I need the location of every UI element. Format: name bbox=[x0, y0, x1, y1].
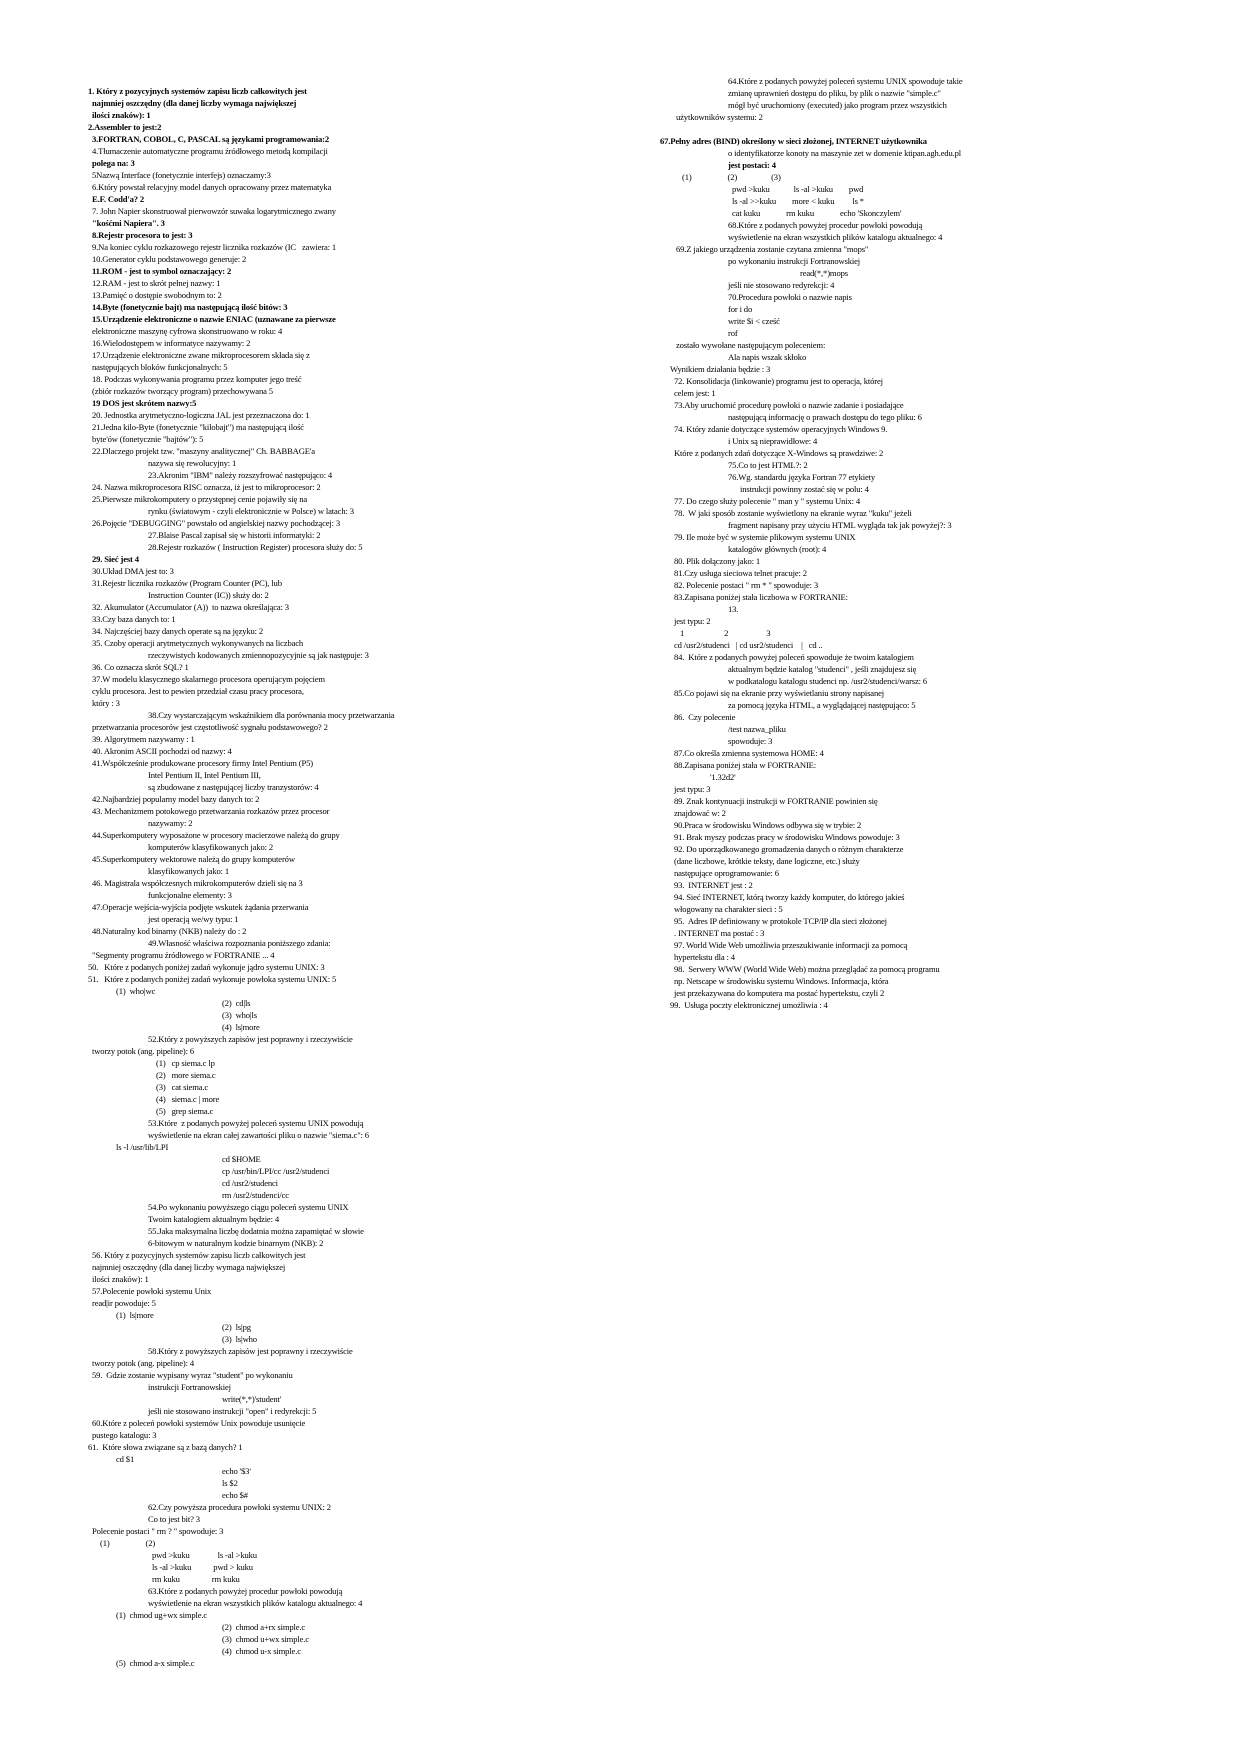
text-line: jest typu: 3 bbox=[674, 784, 711, 794]
text-line: 6-bitowym w naturalnym kodzie binarnym (NKB): 2 bbox=[148, 1238, 324, 1248]
text-line: byte'ów (fonetycznie "bajtów"): 5 bbox=[92, 434, 204, 444]
text-line: fragment napisany przy użyciu HTML wygląda tak jak powyżej?: 3 bbox=[728, 520, 952, 530]
text-line: echo $# bbox=[222, 1490, 248, 1500]
text-line: 99. Usługa poczty elektronicznej umożliwia : 4 bbox=[670, 1000, 828, 1010]
text-line: 11.ROM - jest to symbol oznaczający: 2 bbox=[92, 266, 232, 276]
text-line: 47.Operacje wejścia-wyjścia podjęte wskutek żądania przerwania bbox=[92, 902, 309, 912]
text-line: (1) who|wc bbox=[116, 986, 156, 996]
text-line: Twoim katalogiem aktualnym będzie: 4 bbox=[148, 1214, 279, 1224]
text-line: 55.Jaka maksymalna liczbę dodatnia można zapamiętać w słowie bbox=[148, 1226, 364, 1236]
text-line: przetwarzania procesorów jest częstotliwość sygnału podstawowego? 2 bbox=[92, 722, 328, 732]
text-line: write $i < cześć bbox=[728, 316, 780, 326]
text-line: 46. Magistrala współczesnych mikrokomputerów dzieli się na 3 bbox=[92, 878, 303, 888]
text-line: Instruction Counter (IC)) służy do: 2 bbox=[148, 590, 269, 600]
text-line: /test nazwa_pliku bbox=[728, 724, 786, 734]
text-line: po wykonaniu instrukcji Fortranowskiej bbox=[728, 256, 861, 266]
text-line: jest typu: 2 bbox=[674, 616, 711, 626]
text-line: pwd >kuku ls -al >kuku bbox=[152, 1550, 257, 1560]
text-line: są zbudowane z następującej liczby tranzystorów: 4 bbox=[148, 782, 319, 792]
text-line: 37.W modelu klasycznego skalarnego procesora operującym pojęciem bbox=[92, 674, 325, 684]
text-line: 36. Co oznacza skrót SQL? 1 bbox=[92, 662, 189, 672]
text-line: 72. Konsolidacja (linkowanie) programu jest to operacja, której bbox=[674, 376, 883, 386]
text-line: 29. Sieć jest 4 bbox=[92, 554, 139, 564]
text-line: 1. Który z pozycyjnych systemów zapisu liczb całkowitych jest bbox=[88, 86, 307, 96]
text-line: 76.Wg. standardu języka Fortran 77 etykiety bbox=[728, 472, 875, 482]
text-line: 41.Współcześnie produkowane procesory firmy Intel Pentium (P5) bbox=[92, 758, 314, 768]
text-line: zostało wywołane następującym poleceniem: bbox=[676, 340, 826, 350]
text-line: 28.Rejestr rozkazów ( Instruction Register) procesora służy do: 5 bbox=[148, 542, 363, 552]
text-line: 77. Do czego służy polecenie " man y " systemu Unix: 4 bbox=[674, 496, 861, 506]
text-line: 92. Do uporządkowanego gromadzenia danych o różnym charakterze bbox=[674, 844, 904, 854]
text-line: . INTERNET ma postać : 3 bbox=[674, 928, 765, 938]
text-line: (3) cat siema.c bbox=[156, 1082, 209, 1092]
text-line: 52.Który z powyższych zapisów jest poprawny i rzeczywiście bbox=[148, 1034, 353, 1044]
text-line: 59. Gdzie zostanie wypisany wyraz "student" po wykonaniu bbox=[92, 1370, 293, 1380]
text-line: wyświetlenie na ekran wszystkich plików katalogu aktualnego: 4 bbox=[728, 232, 943, 242]
text-line: for i do bbox=[728, 304, 753, 314]
text-line: (2) ls|pg bbox=[222, 1322, 251, 1332]
text-line: Polecenie postaci " rm ? " spowoduje: 3 bbox=[92, 1526, 224, 1536]
text-line: 74. Który zdanie dotyczące systemów operacyjnych Windows 9. bbox=[674, 424, 888, 434]
text-line: funkcjonalne elementy: 3 bbox=[148, 890, 232, 900]
text-line: komputerów klasyfikowanych jako: 2 bbox=[148, 842, 273, 852]
text-line: 5Nazwą Interface (fonetycznie interfejs) oznaczamy:3 bbox=[92, 170, 271, 180]
text-line: 50. Które z podanych poniżej zadań wykonuje jądro systemu UNIX: 3 bbox=[88, 962, 325, 972]
text-line: Wynikiem działania będzie : 3 bbox=[670, 364, 771, 374]
text-line: 13.Pamięć o dostępie swobodnym to: 2 bbox=[92, 290, 222, 300]
text-line: rm kuku rm kuku bbox=[152, 1574, 240, 1584]
text-line: 79. Ile może być w systemie plikowym systemu UNIX bbox=[674, 532, 856, 542]
text-line: który : 3 bbox=[92, 698, 120, 708]
text-line: 14.Byte (fonetycznie bajt) ma następującą ilość bitów: 3 bbox=[92, 302, 288, 312]
text-line: 9.Na koniec cyklu rozkazowego rejestr licznika rozkazów (IC zawiera: 1 bbox=[92, 242, 337, 252]
text-line: nazywa się rewolucyjny: 1 bbox=[148, 458, 237, 468]
text-line: 83.Zapisana poniżej stała liczbowa w FORTRANIE: bbox=[674, 592, 848, 602]
text-line: następujących bloków funkcjonalnych: 5 bbox=[92, 362, 228, 372]
text-line: 12.RAM - jest to skrót pełnej nazwy: 1 bbox=[92, 278, 221, 288]
text-line: 62.Czy powyższa procedura powłoki systemu UNIX: 2 bbox=[148, 1502, 331, 1512]
text-line: rynku (światowym - czyli elektronicznie w Polsce) w latach: 3 bbox=[148, 506, 354, 516]
text-line: 98. Serwery WWW (World Wide Web) można przeglądać za pomocą programu bbox=[674, 964, 940, 974]
text-line: jeśli nie stosowano redyrekcji: 4 bbox=[728, 280, 835, 290]
text-line: 4.Tłumaczenie automatyczne programu źródłowego metodą kompilacji bbox=[92, 146, 328, 156]
text-line: (3) who|ls bbox=[222, 1010, 257, 1020]
text-line: "Segmenty programu źródłowego w FORTRANIE ... 4 bbox=[92, 950, 275, 960]
text-line: o identyfikatorze konoty na maszynie zet w domenie ktipan.agh.edu.pl bbox=[728, 148, 961, 158]
text-line: hypertekstu dla : 4 bbox=[674, 952, 735, 962]
text-line: następujące oprogramowanie: 6 bbox=[674, 868, 779, 878]
text-line: (2) more siema.c bbox=[156, 1070, 216, 1080]
text-line: E.F. Codd'a? 2 bbox=[92, 194, 145, 204]
text-line: 53.Które z podanych powyżej poleceń systemu UNIX powodują bbox=[148, 1118, 364, 1128]
text-line: 70.Procedura powłoki o nazwie napis bbox=[728, 292, 852, 302]
text-line: (5) chmod a-x simple.c bbox=[116, 1658, 195, 1668]
text-line: włogowany na charakter sieci : 5 bbox=[674, 904, 783, 914]
text-line: 19 DOS jest skrótem nazwy:5 bbox=[92, 398, 197, 408]
text-line: Ala napis wszak skłoko bbox=[728, 352, 807, 362]
text-line: (3) chmod u+wx simple.c bbox=[222, 1634, 309, 1644]
text-line: wyświetlenie na ekran całej zawartości pliku o nazwie "siema.c": 6 bbox=[148, 1130, 369, 1140]
text-line: 7. John Napier skonstruował pierwowzór suwaka logarytmicznego zwany bbox=[92, 206, 336, 216]
text-line: zmianę uprawnień dostępu do pliku, by plik o nazwie "simple.c" bbox=[728, 88, 941, 98]
text-line: (1) ls|more bbox=[116, 1310, 154, 1320]
text-line: 88.Zapisana poniżej stała w FORTRANIE: bbox=[674, 760, 816, 770]
text-line: tworzy potok (ang. pipeline): 4 bbox=[92, 1358, 195, 1368]
text-line: 95. Adres IP definiowany w protokole TCP/IP dla sieci złożonej bbox=[674, 916, 887, 926]
text-line: (3) ls|who bbox=[222, 1334, 257, 1344]
text-line: 84. Które z podanych powyżej poleceń spowoduje że twoim katalogiem bbox=[674, 652, 914, 662]
text-line: np. Netscape w środowisku systemu Windows. Informacja, która bbox=[674, 976, 889, 986]
text-line: rm /usr2/studenci/cc bbox=[222, 1190, 289, 1200]
text-line: 26.Pojęcie "DEBUGGING" powstało od angielskiej nazwy pochodzącej: 3 bbox=[92, 518, 341, 528]
text-line: instrukcji powinny zostać się w polu: 4 bbox=[740, 484, 869, 494]
text-line: katalogów głównych (root): 4 bbox=[728, 544, 827, 554]
text-line: 89. Znak kontynuacji instrukcji w FORTRANIE powinien się bbox=[674, 796, 878, 806]
text-line: 49.Własność właściwa rozpoznania poniższego zdania: bbox=[148, 938, 331, 948]
text-line: (2) cd|ls bbox=[222, 998, 251, 1008]
text-line: 85.Co pojawi się na ekranie przy wyświetlaniu strony napisanej bbox=[674, 688, 885, 698]
text-line: 61. Które słowa związane są z bazą danych? 1 bbox=[88, 1442, 243, 1452]
text-line: 15.Urządzenie elektroniczne o nazwie ENIAC (uznawane za pierwsze bbox=[92, 314, 336, 324]
text-line: 67.Pełny adres (BIND) określony w sieci złożonej, INTERNET użytkownika bbox=[660, 136, 927, 146]
text-line: 58.Który z powyższych zapisów jest poprawny i rzeczywiście bbox=[148, 1346, 353, 1356]
text-line: elektroniczne maszynę cyfrowa skonstruowano w roku: 4 bbox=[92, 326, 283, 336]
text-line: 73.Aby uruchomić procedurę powłoki o nazwie zadanie i posiadające bbox=[674, 400, 904, 410]
text-line: w podkatalogu katalogu studenci np. /usr2/studenci/warsz: 6 bbox=[728, 676, 928, 686]
text-line: 90.Praca w środowisku Windows odbywa się w trybie: 2 bbox=[674, 820, 862, 830]
text-line: (4) siema.c | more bbox=[156, 1094, 220, 1104]
text-line: 64.Które z podanych powyżej poleceń systemu UNIX spowoduje takie bbox=[728, 76, 963, 86]
text-line: 78. W jaki sposób zostanie wyświetlony na ekranie wyraz "kuku" jeżeli bbox=[674, 508, 912, 518]
text-line: i Unix są nieprawidłowe: 4 bbox=[728, 436, 818, 446]
text-line: znajdować w: 2 bbox=[674, 808, 726, 818]
text-line: 24. Nazwa mikroprocesora RISC oznacza, iż jest to mikroprocesor: 2 bbox=[92, 482, 321, 492]
text-line: 30.Układ DMA jest to: 3 bbox=[92, 566, 174, 576]
text-line: jest operacją we/wy typu: 1 bbox=[148, 914, 239, 924]
text-line: nazywamy: 2 bbox=[148, 818, 193, 828]
text-line: 10.Generator cyklu podstawowego generuje: 2 bbox=[92, 254, 247, 264]
text-line: spowoduje: 3 bbox=[728, 736, 773, 746]
text-line: jest przekazywana do komputera ma postać hypertekstu, czyli 2 bbox=[674, 988, 885, 998]
text-line: rof bbox=[728, 328, 738, 338]
text-line: (dane liczbowe, krótkie teksty, dane logiczne, etc.) służy bbox=[674, 856, 860, 866]
text-line: tworzy potok (ang. pipeline): 6 bbox=[92, 1046, 195, 1056]
text-line: mógł być uruchomiony (executed) jako program przez wszystkich bbox=[728, 100, 947, 110]
text-line: cp /usr/bin/LPI/cc /usr2/studenci bbox=[222, 1166, 330, 1176]
text-line: najmniej oszczędny (dla danej liczby wymaga największej bbox=[92, 1262, 286, 1272]
text-line: 57.Polecenie powłoki systemu Unix bbox=[92, 1286, 212, 1296]
text-line: klasyfikowanych jako: 1 bbox=[148, 866, 230, 876]
text-line: Które z podanych zdań dotyczące X-Windows są prawdziwe: 2 bbox=[674, 448, 884, 458]
text-line: read|ir powoduje: 5 bbox=[92, 1298, 156, 1308]
text-line: jest postaci: 4 bbox=[728, 160, 776, 170]
text-line: ls -l /usr/lib/LPI bbox=[116, 1142, 169, 1152]
text-line: (1) cp siema.c lp bbox=[156, 1058, 215, 1068]
text-line: echo '$3' bbox=[222, 1466, 251, 1476]
text-line: 33.Czy baza danych to: 1 bbox=[92, 614, 176, 624]
text-line: 25.Pierwsze mikrokomputery o przystępnej cenie pojawiły się na bbox=[92, 494, 308, 504]
text-line: 91. Brak myszy podczas pracy w środowisku Windows powoduje: 3 bbox=[674, 832, 900, 842]
text-line: 2.Assembler to jest:2 bbox=[88, 122, 162, 132]
text-line: 20. Jednostka arytmetyczno-logiczna JAL jest przeznaczona do: 1 bbox=[92, 410, 310, 420]
text-line: polega na: 3 bbox=[92, 158, 135, 168]
text-line: 86. Czy polecenie bbox=[674, 712, 736, 722]
text-line: '1.32d2' bbox=[710, 772, 736, 782]
text-line: za pomocą języka HTML, a wyglądającej następująco: 5 bbox=[728, 700, 916, 710]
text-line: 32. Akumulator (Accumulator (A)) to nazwa określająca: 3 bbox=[92, 602, 289, 612]
text-line: 43. Mechanizmem potokowego przetwarzania rozkazów przez procesor bbox=[92, 806, 330, 816]
text-line: 1 2 3 bbox=[680, 628, 771, 638]
text-line: cat kuku rm kuku echo 'Skonczylem' bbox=[732, 208, 902, 218]
text-line: 75.Co to jest HTML?: 2 bbox=[728, 460, 808, 470]
text-line: 27.Blaise Pascal zapisał się w historii informatyki: 2 bbox=[148, 530, 321, 540]
text-line: "kośćmi Napiera". 3 bbox=[92, 218, 165, 228]
text-line: 54.Po wykonaniu powyższego ciągu poleceń systemu UNIX bbox=[148, 1202, 349, 1212]
text-line: Intel Pentium II, Intel Pentium III, bbox=[148, 770, 261, 780]
text-line: 69.Z jakiego urządzenia zostanie czytana zmienna "mops" bbox=[676, 244, 869, 254]
text-line: ls $2 bbox=[222, 1478, 238, 1488]
text-line: (5) grep siema.c bbox=[156, 1106, 214, 1116]
text-line: (4) chmod u-x simple.c bbox=[222, 1646, 301, 1656]
text-line: aktualnym będzie katalog "studenci" , jeśli znajdujesz się bbox=[728, 664, 917, 674]
text-line: 16.Wielodostępem w informatyce nazywamy: 2 bbox=[92, 338, 251, 348]
text-line: 23.Akronim "IBM" należy rozszyfrować następująco: 4 bbox=[148, 470, 333, 480]
text-line: Co to jest bit? 3 bbox=[148, 1514, 200, 1524]
text-line: read(*,*)mops bbox=[800, 268, 848, 278]
text-line: 87.Co określa zmienna systemowa HOME: 4 bbox=[674, 748, 824, 758]
text-line: 34. Najczęściej bazy danych operate są na języku: 2 bbox=[92, 626, 264, 636]
text-line: 18. Podczas wykonywania programu przez komputer jego treść bbox=[92, 374, 302, 384]
text-line: 21.Jedna kilo-Byte (fonetycznie "kilobajt") ma następującą ilość bbox=[92, 422, 304, 432]
text-line: 60.Które z poleceń powłoki systemów Unix powoduje usunięcie bbox=[92, 1418, 306, 1428]
text-line: 44.Superkomputery wyposażone w procesory macierzowe należą do grupy bbox=[92, 830, 340, 840]
text-line: 93. INTERNET jest : 2 bbox=[674, 880, 753, 890]
text-line: 68.Które z podanych powyżej procedur powłoki powodują bbox=[728, 220, 923, 230]
text-line: celem jest: 1 bbox=[674, 388, 716, 398]
text-line: 82. Polecenie postaci " rm * " spowoduje: 3 bbox=[674, 580, 819, 590]
text-line: 97. World Wide Web umożliwia przeszukiwanie informacji za pomocą bbox=[674, 940, 908, 950]
text-line: ilości znaków): 1 bbox=[92, 110, 151, 120]
text-line: 48.Naturalny kod binarny (NKB) należy do : 2 bbox=[92, 926, 247, 936]
text-line: 80. Plik dołączony jako: 1 bbox=[674, 556, 761, 566]
text-line: 51. Które z podanych poniżej zadań wykonuje powłoka systemu UNIX: 5 bbox=[88, 974, 337, 984]
text-line: 13. bbox=[728, 604, 739, 614]
text-line: (2) chmod a+rx simple.c bbox=[222, 1622, 306, 1632]
text-line: write(*,*)'student' bbox=[222, 1394, 282, 1404]
text-line: najmniej oszczędny (dla danej liczby wymaga największej bbox=[92, 98, 297, 108]
text-line: 39. Algorytmem nazywamy : 1 bbox=[92, 734, 195, 744]
text-line: (1) chmod ug+wx simple.c bbox=[116, 1610, 208, 1620]
text-line: wyświetlenie na ekran wszystkich plików katalogu aktualnego: 4 bbox=[148, 1598, 363, 1608]
text-line: (zbiór rozkazów tworzący program) przechowywana 5 bbox=[92, 386, 273, 396]
text-line: 6.Który powstał relacyjny model danych opracowany przez matematyka bbox=[92, 182, 332, 192]
text-line: 81.Czy usługa sieciowa telnet pracuje: 2 bbox=[674, 568, 807, 578]
text-line: cyklu procesora. Jest to pewien przedział czasu pracy procesora, bbox=[92, 686, 304, 696]
text-line: 45.Superkomputery wektorowe należą do grupy komputerów bbox=[92, 854, 295, 864]
text-line: pwd >kuku ls -al >kuku pwd bbox=[732, 184, 864, 194]
text-line: instrukcji Fortranowskiej bbox=[148, 1382, 231, 1392]
text-line: ilości znaków): 1 bbox=[92, 1274, 149, 1284]
text-line: jeśli nie stosowano instrukcji "open" i redyrekcji: 5 bbox=[148, 1406, 317, 1416]
text-line: 94. Sieć INTERNET, którą tworzy każdy komputer, do którego jakieś bbox=[674, 892, 905, 902]
text-line: (1) (2) bbox=[100, 1538, 156, 1548]
text-line: 8.Rejestr procesora to jest: 3 bbox=[92, 230, 193, 240]
text-line: 38.Czy wystarczającym wskaźnikiem dla porównania mocy przetwarzania bbox=[148, 710, 395, 720]
text-line: 56. Który z pozycyjnych systemów zapisu liczb całkowitych jest bbox=[92, 1250, 306, 1260]
text-line: 31.Rejestr licznika rozkazów (Program Counter (PC), lub bbox=[92, 578, 282, 588]
text-line: 63.Które z podanych powyżej procedur powłoki powodują bbox=[148, 1586, 343, 1596]
text-line: cd $HOME bbox=[222, 1154, 261, 1164]
text-line: 3.FORTRAN, COBOL, C, PASCAL są językami programowania:2 bbox=[92, 134, 330, 144]
text-line: 17.Urządzenie elektroniczne zwane mikroprocesorem składa się z bbox=[92, 350, 310, 360]
text-line: użytkowników systemu: 2 bbox=[676, 112, 763, 122]
text-line: (4) ls|more bbox=[222, 1022, 260, 1032]
text-line: 42.Najbardziej popularny model bazy danych to: 2 bbox=[92, 794, 260, 804]
text-line: cd /usr2/studenci bbox=[222, 1178, 278, 1188]
text-line: 40. Akronim ASCII pochodzi od nazwy: 4 bbox=[92, 746, 232, 756]
text-line: (1) (2) (3) bbox=[682, 172, 781, 182]
text-line: następującą informację o prawach dostępu do tego pliku: 6 bbox=[728, 412, 922, 422]
text-line: ls -al >>kuku more < kuku ls * bbox=[732, 196, 864, 206]
text-line: pustego katalogu: 3 bbox=[92, 1430, 157, 1440]
text-line: cd /usr2/studenci | cd usr2/studenci | cd .. bbox=[674, 640, 823, 650]
text-line: rzeczywistych kodowanych zmiennopozycyjnie są jak następuje: 3 bbox=[148, 650, 369, 660]
text-line: 22.Dlaczego projekt tzw. "maszyny analitycznej" Ch. BABBAGE'a bbox=[92, 446, 315, 456]
text-line: ls -al >kuku pwd > kuku bbox=[152, 1562, 253, 1572]
text-line: cd $1 bbox=[116, 1454, 135, 1464]
text-line: 35. Czoby operacji arytmetycznych wykonywanych na liczbach bbox=[92, 638, 304, 648]
